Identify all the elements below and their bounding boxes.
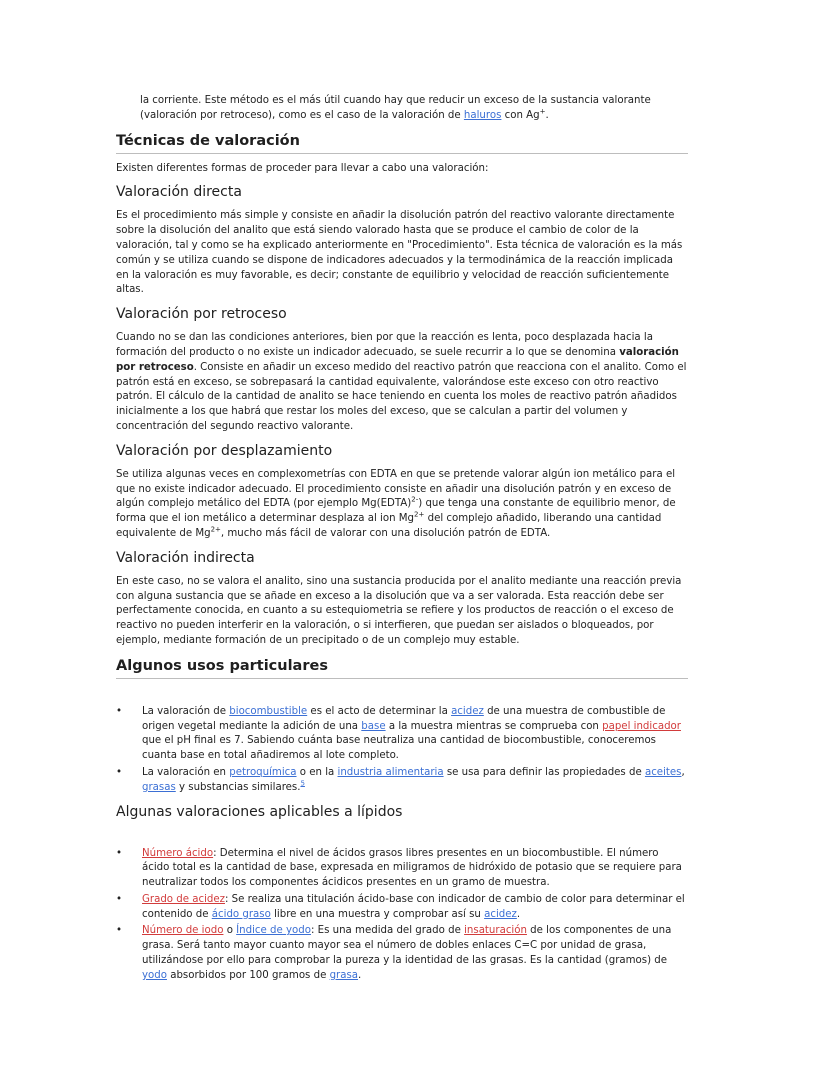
link-insaturacion[interactable]: insaturación: [464, 925, 527, 937]
heading-indirecta: Valoración indirecta: [116, 549, 255, 566]
link-grado-de-acidez[interactable]: Grado de acidez: [142, 893, 225, 905]
bullet-icon: •: [116, 847, 123, 859]
desplazamiento-text-2: ) que tenga una constante de equilibrio menor, de forma que el ion metálico a determinar desplaza al ion Mg: [116, 498, 676, 525]
link-grasa[interactable]: grasa: [329, 969, 359, 981]
link-numero-acido[interactable]: Número ácido: [142, 847, 214, 859]
item-text: : Se realiza una titulación ácido-base con indicador de cambio de color para determinar el contenido de: [142, 893, 685, 920]
item-text: de una muestra de combustible de origen vegetal mediante la adición de una: [142, 705, 666, 732]
item-text: libre en una muestra y comprobar así su: [270, 908, 485, 920]
desplazamiento-paragraph: [116, 468, 688, 542]
bullet-icon: •: [116, 705, 123, 717]
intro-text: la corriente. Este método es el más útil cuando hay que reducir un exceso de la sustancia valorante (valoración por retroceso), como es el caso de la valoración de: [140, 95, 651, 121]
item-text: absorbidos por 100 gramos de: [166, 969, 330, 981]
link-haluros[interactable]: haluros: [463, 109, 502, 121]
indirecta-paragraph: En este caso, no se valora el analito, sino una sustancia producida por el analito mediante una reacción previa con alguna sustancia que se añade en exceso a la disolución que va a ser valorada. Esta reacción debe ser perfectamente conocida, en cuanto a su estequiometria se refiere y los productos de reacción o el exceso de reactivo no pueden interferir en la valoración, o si interfieren, que puedan ser aislados o bloqueados, por ejemplo, mediante formación de un precipitado o de un complejo muy estable.: [116, 575, 682, 646]
retroceso-text: Cuando no se dan las condiciones anteriores, bien por que la reacción es lenta, poco desplazada hacia la formación del producto o no existe un indicador adecuado, se suele recurrir a lo que se denomina: [116, 332, 653, 358]
link-aceites[interactable]: aceites: [644, 766, 682, 778]
link-papel-indicador[interactable]: papel indicador: [602, 720, 681, 732]
link-yodo[interactable]: yodo: [142, 969, 167, 981]
intro-text-2: con Ag: [501, 109, 540, 121]
retroceso-bold: valoración por retroceso: [116, 346, 679, 373]
link-petroquimica[interactable]: petroquímica: [229, 766, 297, 778]
list-item: [116, 705, 688, 764]
intro-paragraph: [140, 94, 688, 124]
bullet-icon: •: [116, 766, 123, 778]
heading-tecnicas: Técnicas de valoración: [116, 132, 688, 154]
link-acido-graso[interactable]: ácido graso: [211, 908, 271, 920]
link-industria-alimentaria[interactable]: industria alimentaria: [337, 766, 444, 778]
item-text: a la muestra mientras se comprueba con: [385, 720, 603, 732]
link-acidez[interactable]: acidez: [451, 705, 484, 717]
spacer: [116, 829, 688, 847]
spacer: [116, 687, 688, 705]
link-biocombustible[interactable]: biocombustible: [229, 705, 308, 717]
item-text: de los componentes de una grasa. Será tanto mayor cuanto mayor sea el número de dobles enlaces C=C por unidad de grasa, utilizándose por ello para comprobar la pureza y la identidad de las grasas. Es la cantidad (gramos) de: [142, 925, 672, 967]
superscript: +: [539, 107, 546, 116]
list-item: [116, 924, 688, 983]
link-indice-de-yodo[interactable]: Índice de yodo: [236, 925, 311, 937]
item-text: ,: [681, 766, 685, 778]
item-text: La valoración en: [142, 766, 230, 778]
retroceso-text-2: . Consiste en añadir un exceso medido del reactivo patrón que reacciona con el analito. Como el patrón está en exceso, se sobrepasará la cantidad equivalente, valorándose este exceso con otro reactivo patrón. El cálculo de la cantidad de analito se hace teniendo en cuenta los moles de reactivo patrón añadidos inicialmente a los que habrá que restar los moles del exceso, que se calculan a partir del volumen y concentración del segundo reactivo valorante.: [116, 361, 687, 432]
document-page: [116, 94, 688, 986]
link-grasas[interactable]: grasas: [142, 781, 176, 793]
link-base[interactable]: base: [361, 720, 386, 732]
reference-link[interactable]: 5: [300, 779, 305, 788]
lipidos-list: [116, 847, 688, 984]
item-text: : Es una medida del grado de: [310, 925, 465, 937]
item-text: La valoración de: [142, 705, 230, 717]
item-text: o: [223, 925, 237, 937]
link-numero-de-iodo[interactable]: Número de iodo: [142, 925, 224, 937]
item-text: que el pH final es 7. Sabiendo cuánta base neutraliza una cantidad de biocombustible, conoceremos cuanta base en total añadiremos al lote completo.: [142, 735, 656, 762]
item-text: : Determina el nivel de ácidos grasos libres presentes en un biocombustible. El número ácido total es la cantidad de base, expresada en miligramos de hidróxido de potasio que se requiere para neutralizar todos los componentes ácidicos presentes en un gramo de muestra.: [142, 847, 682, 889]
bullet-icon: •: [116, 925, 123, 937]
item-text: se usa para definir las propiedades de: [443, 766, 645, 778]
list-item: [116, 893, 688, 923]
heading-desplazamiento: Valoración por desplazamiento: [116, 442, 333, 459]
heading-directa: Valoración directa: [116, 184, 242, 201]
superscript: 2+: [414, 510, 425, 519]
tecnicas-intro: Existen diferentes formas de proceder para llevar a cabo una valoración:: [116, 162, 489, 174]
intro-text-3: .: [545, 109, 549, 121]
link-acidez-2[interactable]: acidez: [484, 908, 517, 920]
list-item: [116, 847, 688, 891]
superscript: 2+: [210, 525, 221, 534]
retroceso-paragraph: [116, 331, 688, 435]
desplazamiento-text-3: del complejo añadido, liberando una cantidad equivalente de Mg: [116, 513, 662, 539]
heading-retroceso: Valoración por retroceso: [116, 306, 287, 323]
item-text: o en la: [296, 766, 338, 778]
directa-paragraph: Es el procedimiento más simple y consiste en añadir la disolución patrón del reactivo valorante directamente sobre la disolución del analito que está siendo valorado hasta que se produce el cambio de color de la valoración, tal y como se ha explicado anteriormente en "Procedimiento". Esta técnica de valoración es la más común y se utiliza cuando se dispone de indicadores adecuados y la termodinámica de la reacción implicada en la valoración es muy favorable, es decir; constante de equilibrio y velocidad de reacción suficientemente altas.: [116, 210, 683, 296]
item-text: y substancias similares.: [175, 781, 301, 793]
superscript: 2-: [411, 495, 419, 504]
heading-lipidos: Algunas valoraciones aplicables a lípidos: [116, 803, 403, 820]
desplazamiento-text-4: , mucho más fácil de valorar con una disolución patrón de EDTA.: [220, 527, 551, 539]
item-text: .: [358, 969, 362, 981]
list-item: [116, 766, 688, 796]
bullet-icon: •: [116, 893, 123, 905]
heading-usos: Algunos usos particulares: [116, 657, 688, 679]
desplazamiento-text: Se utiliza algunas veces en complexometrías con EDTA en que se pretende valorar algún ion metálico para el que no existe indicador adecuado. El procedimiento consiste en añadir una disolución patrón y en exceso de algún complejo metálico del EDTA (por ejemplo Mg(EDTA): [116, 468, 676, 510]
usos-list: [116, 705, 688, 796]
item-text: es el acto de determinar la: [307, 705, 452, 717]
item-text: .: [516, 908, 521, 920]
